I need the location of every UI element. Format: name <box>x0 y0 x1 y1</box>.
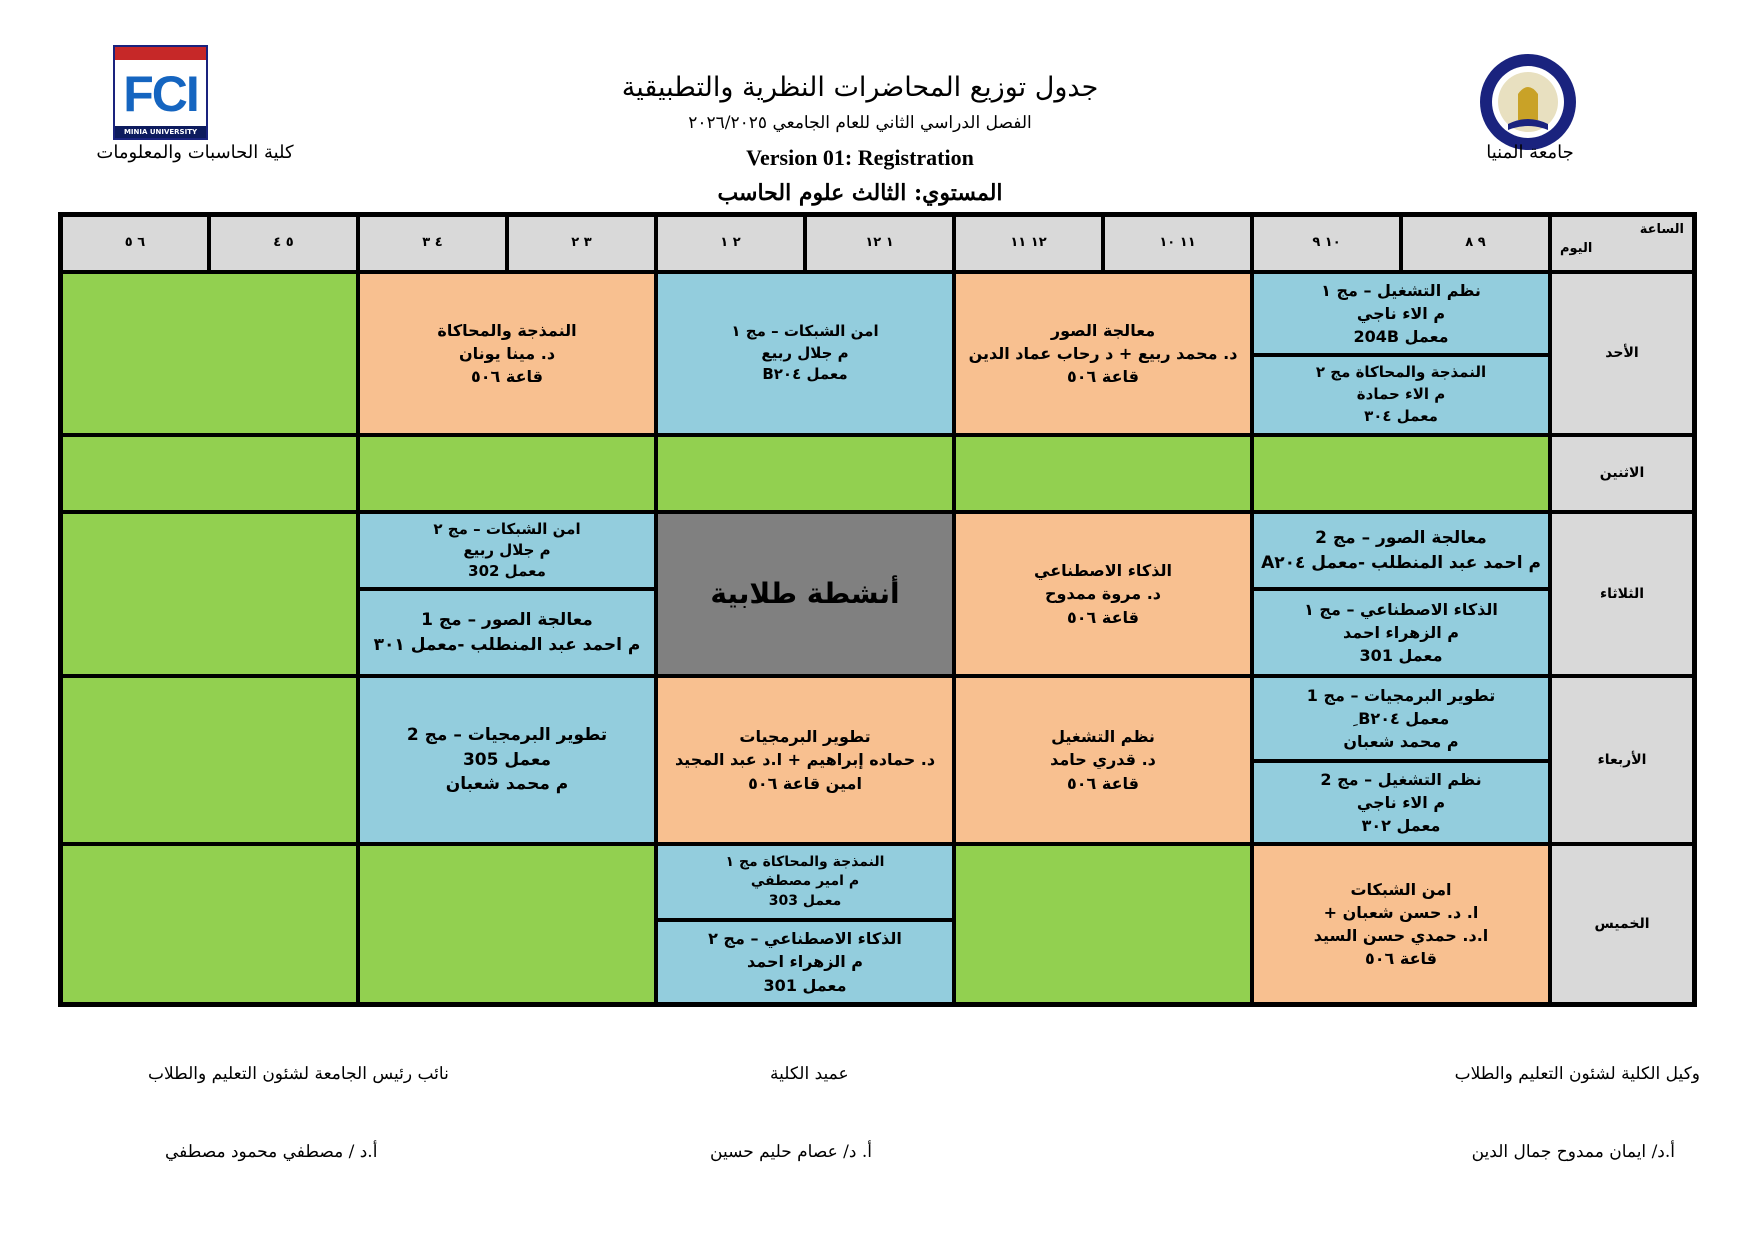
signature-name-vice-dean: أ.د/ ايمان ممدوح جمال الدين <box>1471 1142 1675 1162</box>
free-cell <box>1252 435 1550 512</box>
instructor: د. مروة ممدوح <box>1044 584 1162 604</box>
slot-header: ١١ ١٠ <box>1103 215 1252 272</box>
room: معمل ٣٠٤ <box>1364 406 1438 425</box>
room: قاعة ٥٠٦ <box>1067 607 1139 627</box>
room: قاعة ٥٠٦ <box>471 367 543 387</box>
instructor: د. قدري حامد <box>1050 750 1156 770</box>
room: معمل B٢٠٤ <box>762 365 848 384</box>
course-name: الذكاء الاصطناعي – مج ٢ <box>708 929 902 949</box>
student-activities-cell <box>656 512 954 676</box>
free-cell <box>61 512 358 676</box>
free-cell <box>954 435 1252 512</box>
room: معمل 204B <box>1353 327 1449 347</box>
session-cell <box>1252 512 1550 589</box>
instructor-room: م احمد عبد المنطلب -معمل A٢٠٤ <box>1261 552 1541 573</box>
free-cell <box>358 844 656 1004</box>
session-cell <box>358 272 656 435</box>
room: امين قاعة ٥٠٦ <box>748 773 862 793</box>
room: معمل 305 <box>462 749 552 770</box>
session-cell <box>954 676 1252 844</box>
room: معمل 302 <box>468 562 546 580</box>
day-label: الاثنين <box>1550 435 1694 512</box>
room: قاعة ٥٠٦ <box>1365 949 1437 969</box>
activity-label: أنشطة طلابية <box>710 576 900 610</box>
instructor: م جلال ربيع <box>463 541 551 559</box>
day-label: الأحد <box>1550 272 1694 435</box>
course-name: الذكاء الاصطناعي – مج ١ <box>1304 599 1498 619</box>
free-cell <box>61 272 358 435</box>
course-name: النمذجة والمحاكاة مج ٢ <box>1315 363 1487 382</box>
course-name: نظم التشغيل – مج ١ <box>1321 280 1481 300</box>
corner-hour-label: الساعة <box>1639 222 1684 237</box>
course-name: تطوير البرمجيات <box>739 727 871 747</box>
instructor: د. محمد ربيع + د رحاب عماد الدين <box>968 343 1238 363</box>
instructor: م محمد شعبان <box>445 774 569 795</box>
university-name: جامعة المنيا <box>1486 142 1574 163</box>
course-name: الذكاء الاصطناعي <box>1034 561 1172 581</box>
session-cell <box>358 676 656 844</box>
room: قاعة ٥٠٦ <box>1067 367 1139 387</box>
instructor: م الزهراء احمد <box>1343 622 1460 642</box>
session-cell <box>656 844 954 920</box>
room: قاعة ٥٠٦ <box>1067 773 1139 793</box>
free-cell <box>61 435 358 512</box>
day-label: الخميس <box>1550 844 1694 1004</box>
instructor: م الزهراء احمد <box>747 952 864 972</box>
course-name: نظم التشغيل <box>1051 727 1155 747</box>
free-cell <box>358 435 656 512</box>
slot-header: ٤ ٣ <box>358 215 507 272</box>
session-cell <box>358 589 656 676</box>
instructor: د. مينا يونان <box>458 343 556 363</box>
corner-day-label: اليوم <box>1560 240 1593 256</box>
course-name: معالجة الصور – مج 2 <box>1315 527 1487 548</box>
slot-header: ٥ ٤ <box>209 215 358 272</box>
free-cell <box>954 844 1252 1004</box>
session-cell <box>1252 844 1550 1004</box>
session-cell <box>954 512 1252 676</box>
room: معمل B٢٠٤ ِ <box>1352 708 1450 728</box>
room: معمل 303 <box>768 892 842 909</box>
instructor: ا.د. حمدي حسن السيد <box>1313 926 1489 945</box>
room: معمل 301 <box>763 975 847 995</box>
slot-header: ٣ ٢ <box>507 215 656 272</box>
session-cell <box>656 272 954 435</box>
session-cell <box>656 920 954 1004</box>
free-cell <box>61 676 358 844</box>
session-cell <box>1252 676 1550 761</box>
instructor: د. حماده إبراهيم + ا.د عبد المجيد <box>674 750 936 770</box>
course-name: امن الشبكات <box>1350 879 1452 899</box>
minia-university-logo <box>1478 52 1578 152</box>
instructor: م الاء ناجي <box>1356 792 1446 812</box>
signature-name-vice-president: أ.د / مصطفي محمود مصطفي <box>165 1142 378 1162</box>
college-name: كلية الحاسبات والمعلومات <box>96 142 294 163</box>
signature-title-vice-president: نائب رئيس الجامعة لشئون التعليم والطلاب <box>148 1064 449 1084</box>
signature-name-dean: أ. د/ عصام حليم حسين <box>710 1142 872 1162</box>
instructor-room: م احمد عبد المنطلب -معمل ٣٠١ <box>373 634 641 655</box>
page-title: جدول توزيع المحاضرات النظرية والتطبيقية <box>621 72 1099 103</box>
timetable-grid <box>58 212 1697 1007</box>
fci-logo-letters: FCI <box>123 66 198 122</box>
slot-header: ٦ ٥ <box>61 215 209 272</box>
level-label: المستوي: الثالث علوم الحاسب <box>717 180 1003 206</box>
instructor: م محمد شعبان <box>1343 732 1459 752</box>
corner-header <box>1550 215 1694 272</box>
course-name: معالجة الصور <box>1050 320 1156 340</box>
session-cell <box>1252 355 1550 435</box>
session-cell <box>358 512 656 589</box>
free-cell <box>656 435 954 512</box>
slot-header: ١ ١٢ <box>805 215 954 272</box>
fci-logo-footer: MINIA UNIVERSITY <box>115 126 206 138</box>
slot-header: ١٠ ٩ <box>1252 215 1401 272</box>
instructor: م الاء حمادة <box>1356 385 1446 404</box>
room: معمل ٣٠٢ <box>1361 816 1441 836</box>
course-name: النمذجة والمحاكاة مج ١ <box>725 853 885 870</box>
room: معمل 301 <box>1359 646 1443 666</box>
slot-header: ٢ ١ <box>656 215 805 272</box>
semester-subtitle: الفصل الدراسي الثاني للعام الجامعي ٢٠٢٦/٢٠٢٥ <box>688 113 1032 133</box>
course-name: امن الشبكات – مج ٢ <box>433 520 581 538</box>
instructor: م الاء ناجي <box>1356 303 1446 323</box>
day-label: الأربعاء <box>1550 676 1694 844</box>
course-name: تطوير البرمجيات – مج 1 <box>1306 685 1496 705</box>
instructor: ا. د. حسن شعبان + <box>1323 902 1479 922</box>
course-name: تطوير البرمجيات – مج 2 <box>406 725 608 746</box>
course-name: النمذجة والمحاكاة <box>437 320 577 340</box>
session-cell <box>954 272 1252 435</box>
signature-title-dean: عميد الكلية <box>770 1064 849 1084</box>
session-cell <box>1252 272 1550 355</box>
course-name: نظم التشغيل – مج 2 <box>1320 769 1482 789</box>
fci-logo <box>113 45 208 140</box>
session-cell <box>1252 761 1550 844</box>
slot-header: ١٢ ١١ <box>954 215 1103 272</box>
signature-title-vice-dean: وكيل الكلية لشئون التعليم والطلاب <box>1454 1064 1700 1084</box>
slot-header: ٩ ٨ <box>1401 215 1550 272</box>
day-label: الثلاثاء <box>1550 512 1694 676</box>
version-label: Version 01: Registration <box>746 145 974 170</box>
instructor: م جلال ربيع <box>761 343 849 362</box>
session-cell <box>1252 589 1550 676</box>
free-cell <box>61 844 358 1004</box>
instructor: م امير مصطفي <box>750 873 860 890</box>
course-name: معالجة الصور – مج 1 <box>421 609 593 630</box>
course-name: امن الشبكات – مج ١ <box>731 321 879 340</box>
session-cell <box>656 676 954 844</box>
